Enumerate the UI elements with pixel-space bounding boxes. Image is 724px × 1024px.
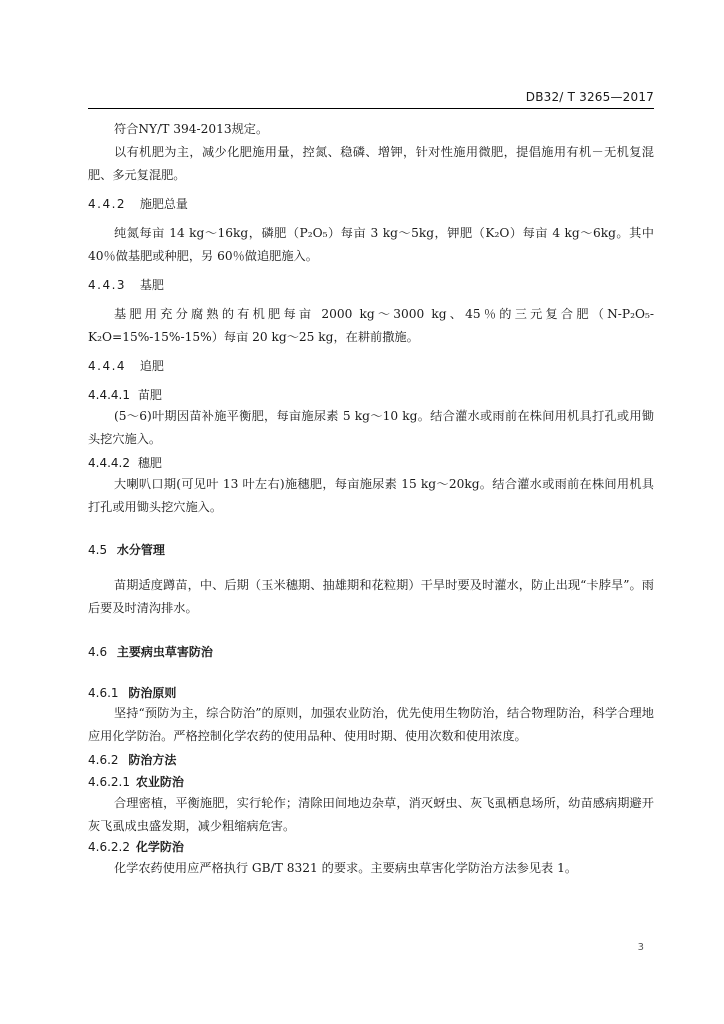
- section-title: 追肥: [139, 359, 164, 373]
- section-number: 4.6: [88, 645, 108, 659]
- section-number: 4.6.1: [88, 686, 119, 700]
- section-number: 4.5: [88, 543, 108, 557]
- paragraph-total-fertilizer: 纯氮每亩 14 kg～16kg，磷肥（P₂O₅）每亩 3 kg～5kg，钾肥（K₂O）每亩 4 kg～6kg。其中 40％做基肥或种肥，另 60％做追肥施入。: [88, 226, 654, 263]
- section-number: 4.6.2.2: [88, 840, 130, 854]
- paragraph-control-principle: 坚持“预防为主，综合防治”的原则，加强农业防治，优先使用生物防治，结合物理防治，科学合理地应用化学防治。严格控制化学农药的使用品种、使用时期、使用次数和使用浓度。: [88, 706, 654, 743]
- section-title: 穗肥: [137, 456, 162, 470]
- section-title: 防治原则: [128, 686, 177, 700]
- paragraph-standard-ref: 符合NY/T 394-2013规定。: [114, 122, 269, 136]
- document-code: DB32/ T 3265—2017: [525, 90, 654, 104]
- section-heading-4-6-2-2: [88, 838, 184, 855]
- section-number: 4.4.2: [88, 197, 127, 211]
- paragraph-base-fertilizer: 基肥用充分腐熟的有机肥每亩 2000 kg～3000 kg、45％的三元复合肥（N-P₂O₅-K₂O=15%-15%-15%）每亩 20 kg～25 kg，在耕前撒施。: [88, 307, 654, 344]
- header-divider: [88, 108, 654, 109]
- section-number: 4.4.4.1: [88, 388, 130, 402]
- section-heading-4-4-3: [88, 276, 164, 293]
- section-number: 4.6.2: [88, 753, 119, 767]
- paragraph-water-management: 苗期适度蹲苗，中、后期（玉米穗期、抽雄期和花粒期）干旱时要及时灌水，防止出现“卡脖旱”。雨后要及时清沟排水。: [88, 578, 654, 615]
- section-title: 防治方法: [128, 753, 177, 767]
- paragraph-ear-fertilizer: 大喇叭口期(可见叶 13 叶左右)施穗肥，每亩施尿素 15 kg～20kg。结合灌水或雨前在株间用机具打孔或用锄头挖穴施入。: [88, 477, 654, 514]
- section-heading-4-6-1: [88, 684, 176, 701]
- section-title: 化学防治: [135, 840, 184, 854]
- section-heading-4-6-2-1: [88, 773, 184, 790]
- section-heading-4-6-2: [88, 751, 176, 768]
- section-number: 4.4.4: [88, 359, 127, 373]
- page-number: 3: [637, 942, 644, 953]
- paragraph-chemical-control: 化学农药使用应严格执行 GB/T 8321 的要求。主要病虫草害化学防治方法参见表 1。: [114, 861, 578, 875]
- section-title: 农业防治: [135, 775, 184, 789]
- section-number: 4.4.3: [88, 278, 127, 292]
- paragraph-agricultural-control: 合理密植，平衡施肥，实行轮作；清除田间地边杂草，消灭蚜虫、灰飞虱栖息场所，幼苗感病期避开灰飞虱成虫盛发期，减少粗缩病危害。: [88, 796, 654, 833]
- section-heading-4-4-4-1: [88, 386, 162, 403]
- section-heading-4-4-2: [88, 195, 188, 212]
- section-title: 主要病虫草害防治: [116, 645, 213, 659]
- section-title: 苗肥: [137, 388, 162, 402]
- paragraph-fertilizer-principle: 以有机肥为主，减少化肥施用量，控氮、稳磷、增钾，针对性施用微肥，提倡施用有机－无机复混肥、多元复混肥。: [88, 145, 654, 182]
- section-heading-4-6: [88, 643, 213, 660]
- section-title: 施肥总量: [139, 197, 188, 211]
- section-heading-4-5: [88, 541, 165, 558]
- section-number: 4.4.4.2: [88, 456, 130, 470]
- section-heading-4-4-4-2: [88, 454, 162, 471]
- paragraph-seedling-fertilizer: (5～6)叶期因苗补施平衡肥，每亩施尿素 5 kg～10 kg。结合灌水或雨前在株间用机具打孔或用锄头挖穴施入。: [88, 409, 654, 446]
- section-heading-4-4-4: [88, 357, 164, 374]
- section-title: 基肥: [139, 278, 164, 292]
- section-number: 4.6.2.1: [88, 775, 130, 789]
- section-title: 水分管理: [116, 543, 165, 557]
